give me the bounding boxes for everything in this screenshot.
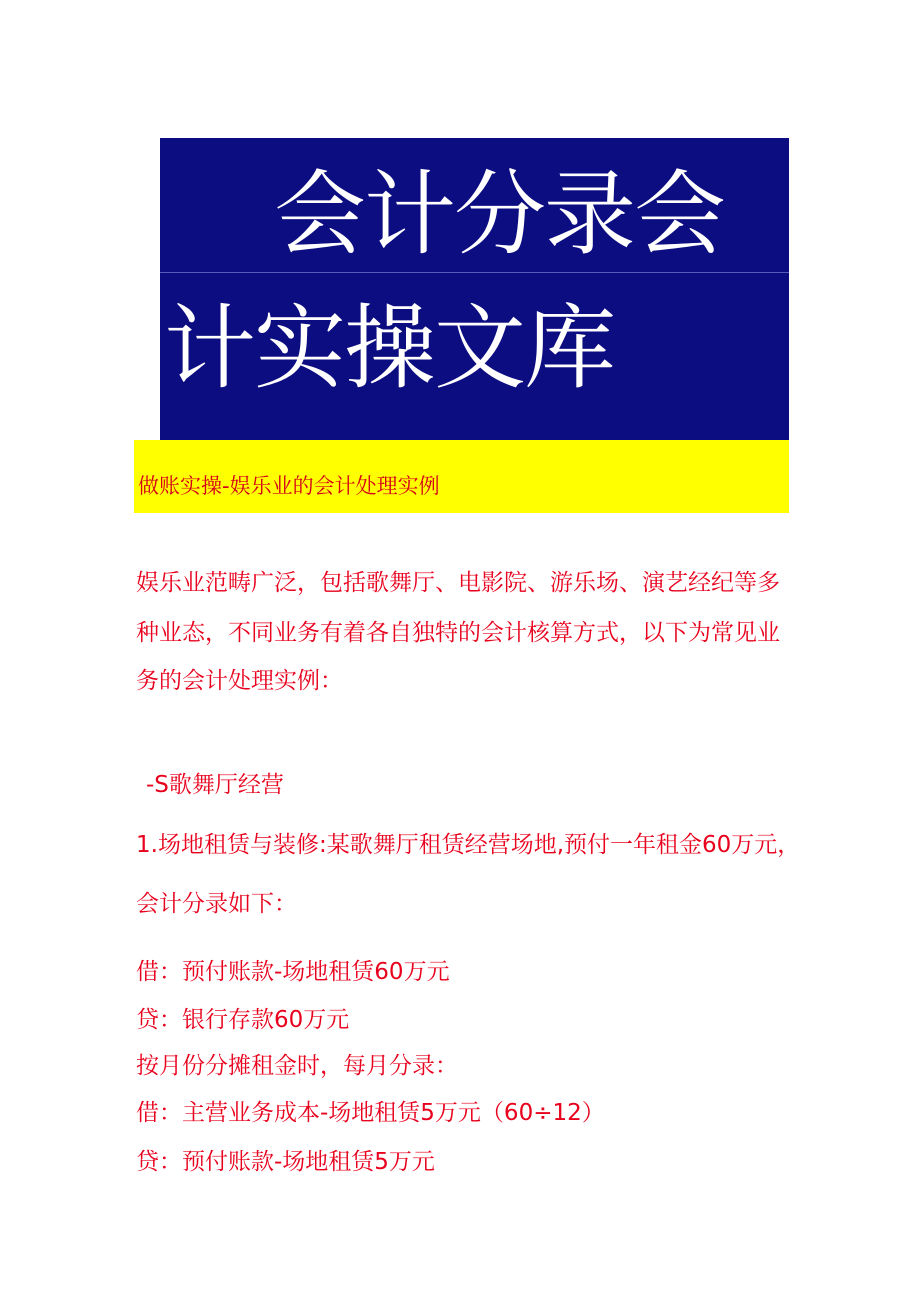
entry-credit-prepaid: 贷：预付账款-场地租赁5万元 [136,1149,435,1175]
intro-line-2: 种业态，不同业务有着各自独特的会计核算方式，以下为常见业 [136,620,780,646]
subtitle: 做账实操-娱乐业的会计处理实例 [138,474,440,498]
entry-credit-bank: 贷：银行存款60万元 [136,1007,350,1033]
title-banner [160,138,789,440]
banner-divider [160,272,789,273]
intro-line-1: 娱乐业范畴广泛，包括歌舞厅、电影院、游乐场、演艺经纪等多 [136,570,780,596]
entry-monthly-note: 按月份分摊租金时，每月分录： [136,1053,458,1079]
intro-line-3: 务的会计处理实例： [136,668,343,694]
entry-debit-cost: 借：主营业务成本-场地租赁5万元（60÷12） [136,1100,605,1126]
banner-title-line2: 计实操文库 [164,295,615,402]
banner-title-line1: 会计分录会 [274,161,725,268]
section-heading: -S歌舞厅经营 [146,772,284,798]
entry-debit-prepaid: 借：预付账款-场地租赁60万元 [136,959,450,985]
item1-line1: 1.场地租赁与装修:某歌舞厅租赁经营场地,预付一年租金60万元， [136,832,801,858]
subtitle-highlight [134,440,789,513]
item1-line2: 会计分录如下： [136,891,297,917]
